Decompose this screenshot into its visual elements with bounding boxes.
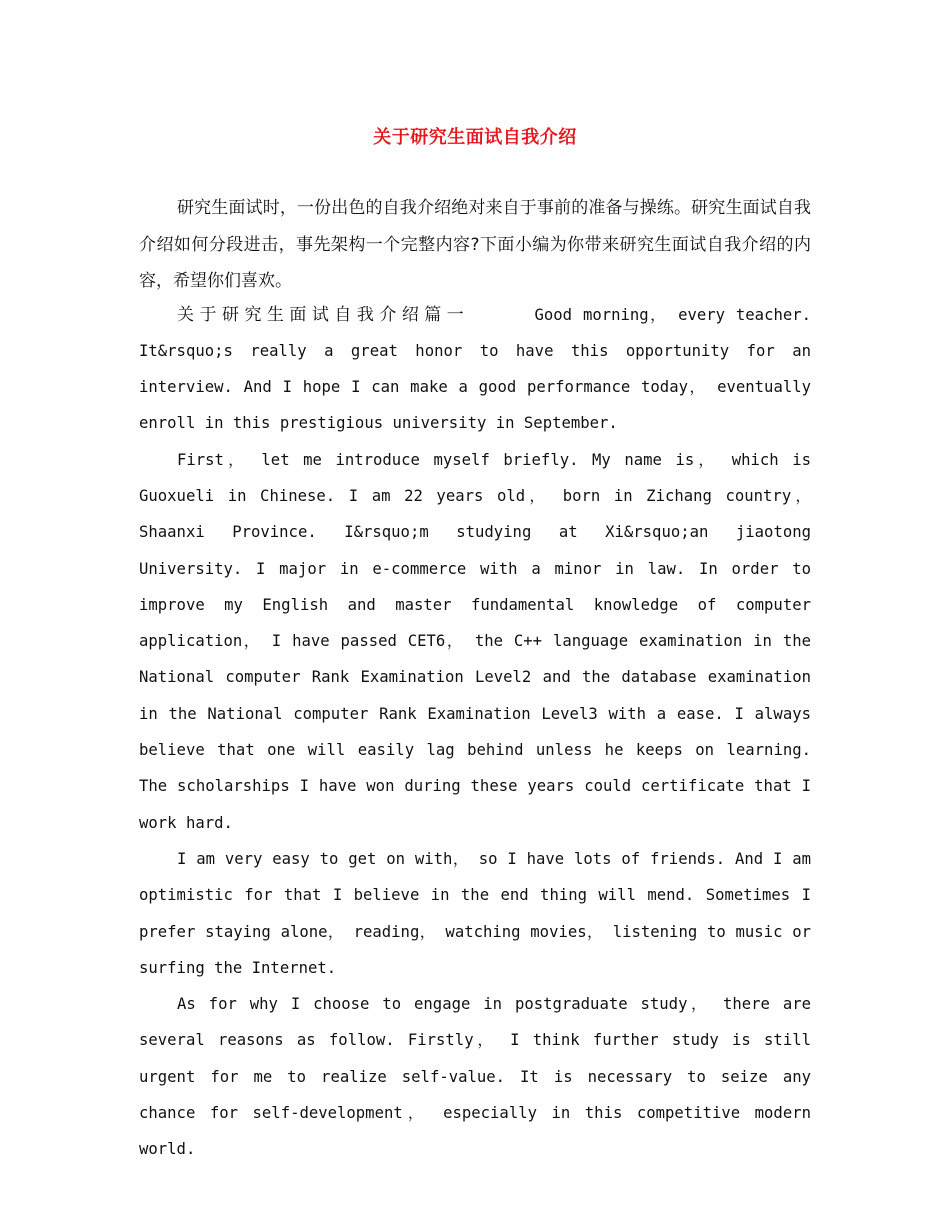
paragraph-2: First， let me introduce myself briefly. My name is， which is Guoxueli in Chinese. I am 22 years old， born in Zichang country， Shaanxi Province. I&rsquo;m studying at Xi&rsquo;an jiaotong University. I major in e-commerce with a minor in law. In order to improve my English and master fundamental knowledge of computer application， I have passed CET6， the C++ language examination in the National computer Rank Examination Level2 and the database examination in the National computer Rank Examination Level3 with a ease. I always believe that one will easily lag behind unless he keeps on learning. The scholarships I have won during these years could certificate that I work hard. bbox=[139, 450, 811, 832]
section-heading: 关于研究生面试自我介绍篇一 bbox=[177, 304, 470, 325]
paragraph-1 bbox=[139, 297, 811, 442]
paragraph-1-text: Good morning， every teacher. It&rsquo;s really a great honor to have this opportunity for an interview. And I hope I can make a good performance today， eventually enroll in this prestigious university in September. bbox=[139, 305, 812, 433]
paragraph-3: I am very easy to get on with， so I have lots of friends. And I am optimistic for that I believe in the end thing will mend. Sometimes I prefer staying alone， reading， watching movies， listening to music or surfing the Internet. bbox=[139, 849, 811, 977]
paragraph-4: As for why I choose to engage in postgraduate study， there are several reasons as follow. Firstly， I think further study is still urgent for me to realize self-value. It is necessary to seize any chance for self-development， especially in this competitive modern world. bbox=[139, 995, 811, 1159]
intro-paragraph: 研究生面试时，一份出色的自我介绍绝对来自于事前的准备与操练。研究生面试自我介绍如何分段进击，事先架构一个完整内容?下面小编为你带来研究生面试自我介绍的内容，希望你们喜欢。 bbox=[139, 198, 811, 291]
document-body bbox=[139, 190, 811, 1168]
document-title: 关于研究生面试自我介绍 bbox=[373, 127, 577, 148]
